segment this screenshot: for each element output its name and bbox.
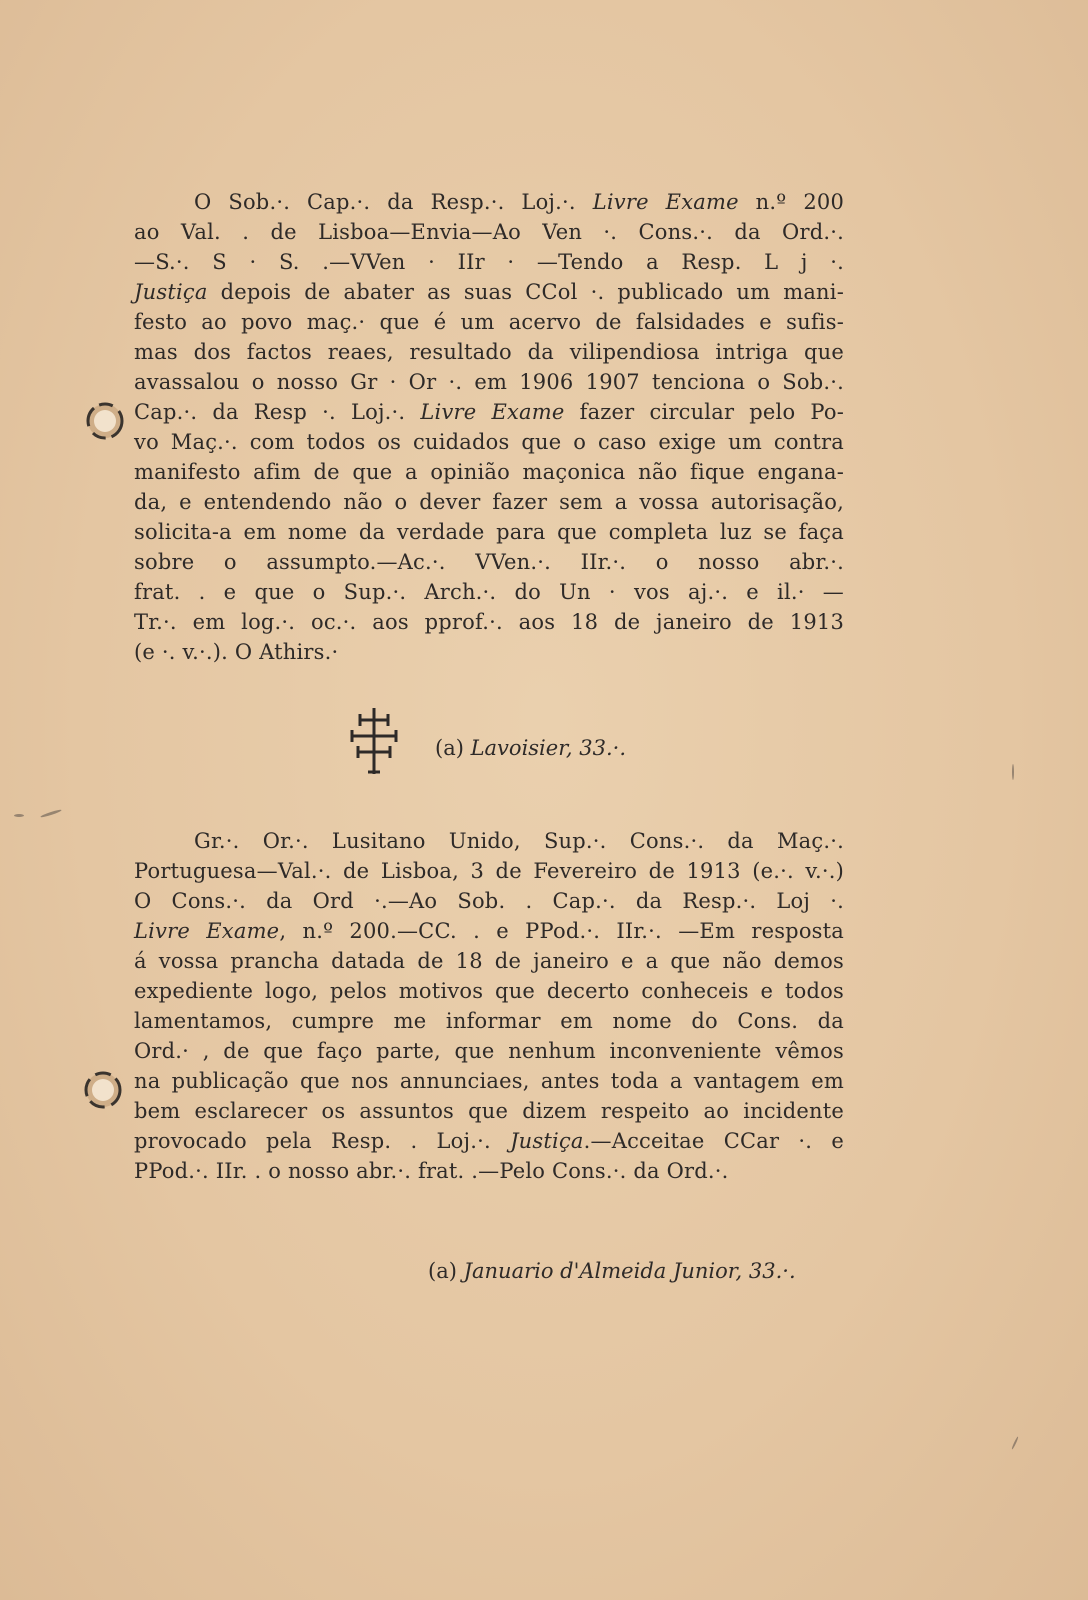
text-line: bem esclarecer os assuntos que dizem respeito ao incidente: [134, 1099, 844, 1123]
text-line: expediente logo, pelos motivos que decerto conheceis e todos: [134, 979, 844, 1003]
punch-hole-icon: [80, 1067, 126, 1113]
text-line: O Sob.·. Cap.·. da Resp.·. Loj.·. Livre Exame n.º 200: [194, 190, 845, 214]
paper-speck: [1011, 1436, 1019, 1450]
signature-januario: (a) Januario d'Almeida Junior, 33.·.: [428, 1259, 796, 1283]
text-line: Portuguesa—Val.·. de Lisboa, 3 de Fevereiro de 1913 (e.·. v.·.): [134, 859, 844, 883]
text-line: mas dos factos reaes, resultado da vilipendiosa intriga que: [134, 340, 844, 364]
text-line: vo Maç.·. com todos os cuidados que o caso exige um contra: [134, 430, 844, 454]
text-line: PPod.·. IIr. . o nosso abr.·. frat. .—Pelo Cons.·. da Ord.·.: [134, 1159, 729, 1183]
text-line: O Cons.·. da Ord ·.—Ao Sob. . Cap.·. da Resp.·. Loj ·.: [134, 889, 844, 913]
text-line: Cap.·. da Resp ·. Loj.·. Livre Exame fazer circular pelo Po-: [134, 400, 845, 424]
text-line: Justiça depois de abater as suas CCol ·. publicado um mani-: [134, 280, 844, 304]
text-line: —S.·. S · S. .—VVen · IIr · —Tendo a Resp. L j ·.: [134, 250, 844, 274]
text-line: solicita-a em nome da verdade para que completa luz se faça: [134, 520, 844, 544]
paper-speck: [1012, 764, 1014, 780]
text-line: festo ao povo maç.· que é um acervo de falsidades e sufis-: [134, 310, 844, 334]
text-line: Ord.· , de que faço parte, que nenhum inconveniente vêmos: [134, 1039, 844, 1063]
text-line: ao Val. . de Lisboa—Envia—Ao Ven ·. Cons.·. da Ord.·.: [134, 220, 844, 244]
signature-lavoisier: (a) Lavoisier, 33.·.: [435, 736, 627, 760]
text-line: sobre o assumpto.—Ac.·. VVen.·. IIr.·. o nosso abr.·.: [134, 550, 844, 574]
text-line: da, e entendendo não o dever fazer sem a vossa autorisação,: [134, 490, 844, 514]
text-line: provocado pela Resp. . Loj.·. Justiça.—Acceitae CCar ·. e: [134, 1129, 844, 1153]
text-line: Tr.·. em log.·. oc.·. aos pprof.·. aos 18 de janeiro de 1913: [134, 610, 844, 634]
text-line: manifesto afim de que a opinião maçonica não fique engana-: [134, 460, 844, 484]
text-line: (e ·. v.·.). O Athirs.·: [134, 640, 339, 664]
letter-paragraph-1: [134, 187, 844, 667]
masonic-cross-icon: [348, 706, 400, 776]
text-line: Livre Exame, n.º 200.—CC. . e PPod.·. IIr.·. —Em resposta: [134, 919, 845, 943]
text-line: á vossa prancha datada de 18 de janeiro e a que não demos: [134, 949, 844, 973]
text-line: Gr.·. Or.·. Lusitano Unido, Sup.·. Cons.·. da Maç.·.: [194, 829, 844, 853]
punch-hole-icon: [82, 398, 128, 444]
paper-speck: [40, 809, 62, 819]
text-line: avassalou o nosso Gr · Or ·. em 1906 1907 tenciona o Sob.·.: [134, 370, 844, 394]
text-line: lamentamos, cumpre me informar em nome do Cons. da: [134, 1009, 844, 1033]
letter-paragraph-2: [134, 826, 844, 1186]
paper-speck: [14, 814, 24, 817]
text-line: frat. . e que o Sup.·. Arch.·. do Un · vos aj.·. e il.· —: [134, 580, 844, 604]
text-line: na publicação que nos annunciaes, antes toda a vantagem em: [134, 1069, 844, 1093]
